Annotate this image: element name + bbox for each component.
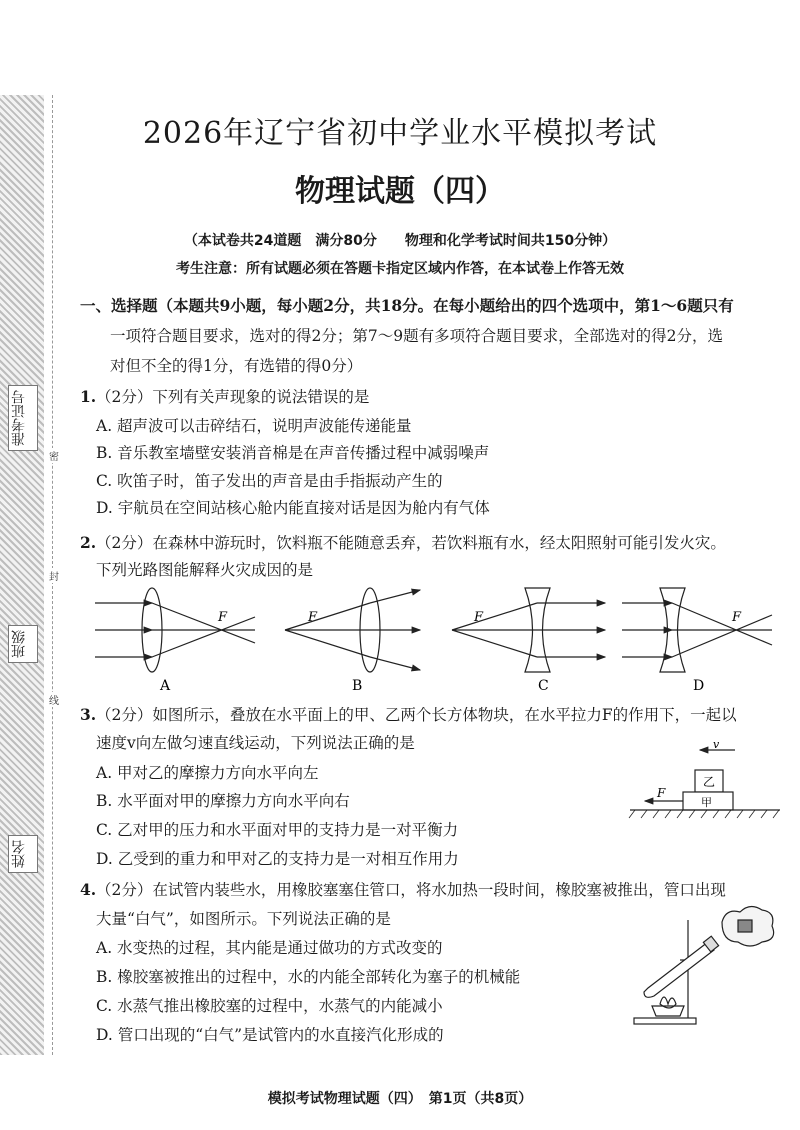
q4-option-b: B. 橡胶塞被推出的过程中，水的内能全部转化为塞子的机械能: [96, 968, 521, 986]
section1-line3: 对但不全的得1分，有选错的得0分）: [110, 357, 363, 375]
q2-number: 2.: [80, 533, 97, 552]
q4-option-d: D. 管口出现的“白气”是试管内的水直接汽化形成的: [96, 1026, 444, 1044]
section1-line1: 一、选择题（本题共9小题，每小题2分，共18分。在每小题给出的四个选项中，第1～6题只有: [80, 296, 734, 315]
diagram-b-convex-from-focus: [285, 588, 420, 672]
q2-stem-line1: （2分）在森林中游玩时，饮料瓶不能随意丢弃，若饮料瓶有水，经太阳照射可能引发火灾。: [96, 534, 726, 552]
seal-char-feng: 封: [49, 568, 59, 583]
q3-option-a: A. 甲对乙的摩擦力方向水平向左: [96, 764, 319, 782]
q3-stem-line1: （2分）如图所示，叠放在水平面上的甲、乙两个长方体物块，在水平拉力F的作用下，一起以: [96, 706, 737, 724]
q4-option-c: C. 水蒸气推出橡胶塞的过程中，水蒸气的内能减小: [96, 997, 443, 1015]
diagram-c-concave: [452, 588, 605, 672]
exam-number-label: 准考证号: [8, 385, 38, 451]
q3-option-b: B. 水平面对甲的摩擦力方向水平向右: [96, 792, 350, 810]
seal-char-mi: 密: [49, 448, 59, 463]
diagram-b-focus-label: F: [308, 610, 318, 625]
q1-stem: （2分）下列有关声现象的说法错误的是: [96, 388, 370, 406]
q4-stem-line2: 大量“白气”，如图所示。下列说法正确的是: [96, 910, 391, 928]
q4-stem-line1: （2分）在试管内装些水，用橡胶塞塞住管口，将水加热一段时间，橡胶塞被推出，管口出现: [96, 881, 726, 899]
q3-option-c: C. 乙对甲的压力和水平面对甲的支持力是一对平衡力: [96, 821, 459, 839]
exam-title: 2026年辽宁省初中学业水平模拟考试: [142, 116, 658, 151]
q1-option-a: A. 超声波可以击碎结石，说明声波能传递能量: [96, 417, 412, 435]
q3-stem-line2: 速度v向左做匀速直线运动，下列说法正确的是: [96, 734, 415, 752]
q1-option-c: C. 吹笛子时，笛子发出的声音是由手指振动产生的: [96, 472, 443, 490]
diagram-d-label: D: [693, 678, 705, 694]
name-label: 姓名: [8, 835, 38, 873]
q4-option-a: A. 水变热的过程，其内能是通过做功的方式改变的: [96, 939, 443, 957]
ground-hatching: [629, 810, 779, 818]
seal-char-xian: 线: [49, 692, 59, 707]
ejected-stopper: [738, 920, 752, 932]
diagram-d-focus-label: F: [732, 610, 742, 625]
block-yi-label: 乙: [703, 775, 716, 789]
diagram-c-focus-label: F: [474, 610, 484, 625]
diagram-b-label: B: [352, 678, 363, 694]
diagram-d-concave-converging: [622, 588, 772, 672]
test-tube: [644, 942, 714, 997]
velocity-label: v: [713, 740, 720, 751]
q1-number: 1.: [80, 387, 97, 406]
force-label: F: [657, 786, 666, 800]
section1-line2: 一项符合题目要求，选对的得2分；第7～9题有多项符合题目要求，全部选对的得2分，选: [110, 327, 723, 345]
lens-diagrams: [90, 585, 780, 697]
q1-option-b: B. 音乐教室墙壁安装消音棉是在声音传播过程中减弱噪声: [96, 444, 490, 462]
stand-base: [634, 1018, 696, 1024]
diagram-a-convex-converging: [95, 588, 255, 672]
exam-subtitle: 物理试题（四）: [295, 174, 505, 209]
class-label: 班级: [8, 625, 38, 663]
q4-number: 4.: [80, 880, 97, 899]
q3-option-d: D. 乙受到的重力和甲对乙的支持力是一对相互作用力: [96, 850, 459, 868]
exam-notice: 考生注意：所有试题必须在答题卡指定区域内作答，在本试卷上作答无效: [176, 261, 624, 277]
q2-stem-line2: 下列光路图能解释火灾成因的是: [96, 561, 314, 579]
block-jia-label: 甲: [701, 796, 712, 809]
diagram-a-label: A: [160, 678, 171, 694]
test-tube-apparatus: [630, 900, 780, 1030]
exam-info: （本试卷共24道题 满分80分 物理和化学考试时间共150分钟）: [183, 233, 617, 249]
page-footer: 模拟考试物理试题（四） 第1页（共8页）: [267, 1091, 533, 1107]
q1-option-d: D. 宇航员在空间站核心舱内能直接对话是因为舱内有气体: [96, 499, 490, 517]
diagram-c-label: C: [538, 678, 549, 694]
blocks-figure: [625, 740, 785, 825]
q3-number: 3.: [80, 705, 97, 724]
diagram-a-focus-label: F: [218, 610, 228, 625]
